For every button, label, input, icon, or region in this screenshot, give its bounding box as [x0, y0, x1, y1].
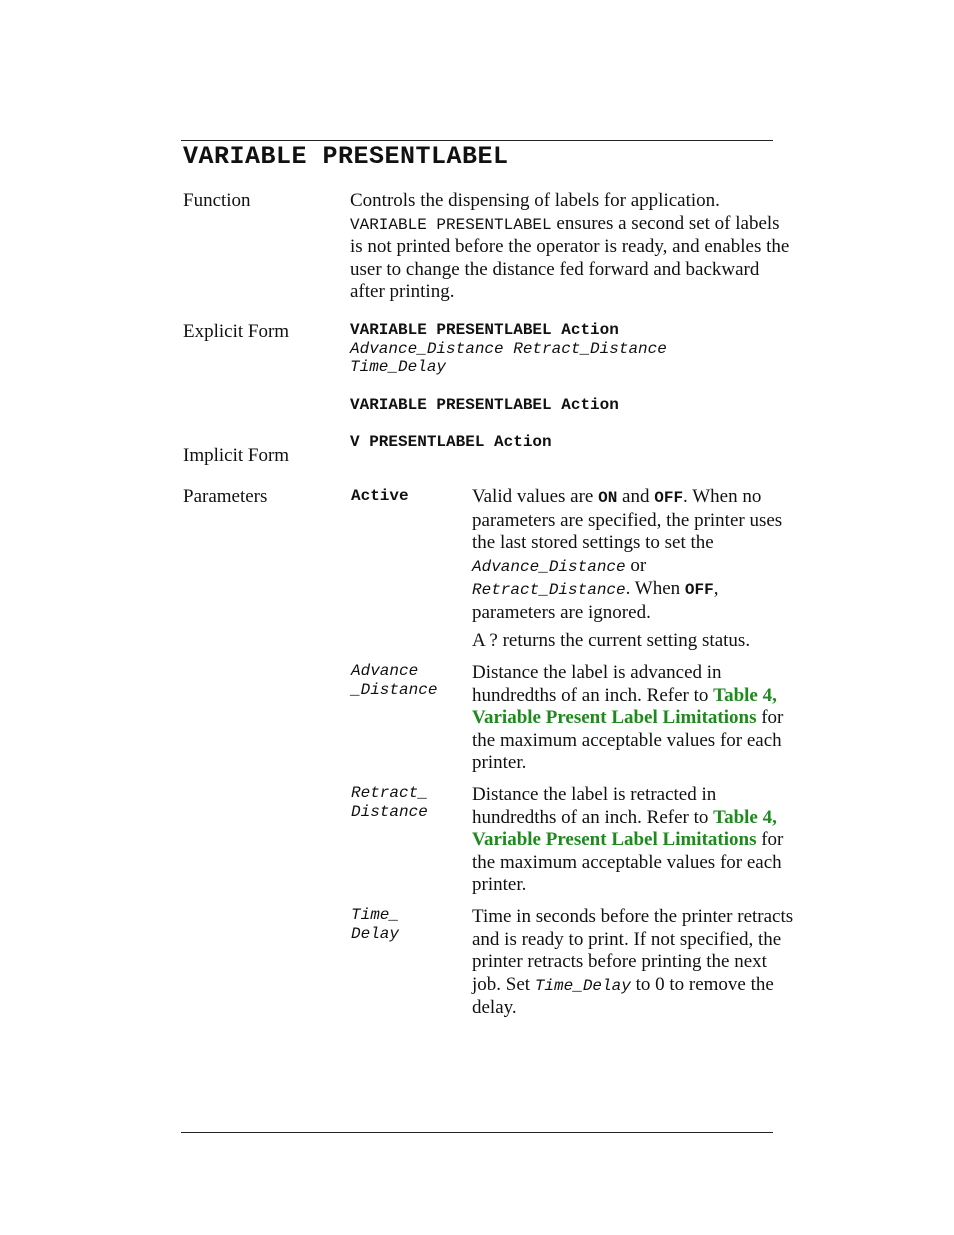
active-text-4: or [625, 554, 647, 576]
time-delay-code: Time_Delay [534, 976, 631, 995]
time-name-line2: Delay [351, 924, 400, 943]
function-code: VARIABLE PRESENTLABEL [350, 215, 552, 234]
page-title: VARIABLE PRESENTLABEL [183, 142, 509, 171]
retract-text-1: Distance the label is retracted in hundredths of an inch. Refer to [472, 784, 717, 828]
active-off-value: OFF [654, 489, 684, 507]
active-text-5: . When [625, 578, 685, 599]
function-label: Function [183, 190, 251, 211]
retract-text-2: for the maximum acceptable values for each printer. [472, 829, 784, 895]
param-active-name: Active [351, 487, 409, 505]
bottom-rule [181, 1132, 773, 1133]
param-advance-name [351, 662, 463, 699]
advance-name-line1: Advance [351, 662, 419, 680]
active-retract-code: Retract_Distance [472, 581, 626, 599]
explicit-form1-command: VARIABLE PRESENTLABEL Action [350, 321, 619, 339]
function-rest: ensures a second set of labels is not printed before the operator is ready, and enables the user to change the distance fed forward and backward after printing. [350, 212, 790, 302]
param-time-delay-description [472, 906, 797, 1020]
explicit-form1-args-line1: Advance_Distance Retract_Distance [350, 340, 667, 358]
function-description [350, 190, 795, 304]
active-off-value-2: OFF [684, 581, 714, 599]
active-text-3: . When no parameters are specified, the printer uses the last stored settings to set the [472, 486, 783, 553]
function-line1: Controls the dispensing of labels for application. [350, 190, 720, 211]
retract-name-line1: Retract_ [351, 784, 428, 802]
param-retract-name [351, 784, 463, 821]
advance-table-link[interactable]: Table 4, Variable Present Label Limitations [472, 684, 777, 728]
explicit-form-label: Explicit Form [183, 321, 290, 342]
top-rule [181, 140, 773, 141]
param-active-note: A ? returns the current setting status. [472, 630, 751, 651]
param-retract-description [472, 784, 797, 897]
advance-text-2: for the maximum acceptable values for each printer. [472, 707, 784, 773]
time-name-line1: Time_ [351, 906, 400, 924]
advance-name-line2: _Distance [351, 680, 438, 699]
active-text-6: , parameters are ignored. [472, 578, 719, 623]
retract-table-link[interactable]: Table 4, Variable Present Label Limitations [472, 806, 777, 850]
time-text-2: to 0 to remove the delay. [472, 973, 774, 1018]
advance-text-1: Distance the label is advanced in hundredths of an inch. Refer to [472, 662, 722, 706]
time-text-1: Time in seconds before the printer retracts and is ready to print. If not specified, the printer retracts before printing the next job. Set [472, 906, 794, 995]
implicit-form-command: V PRESENTLABEL Action [350, 433, 552, 451]
implicit-form-label: Implicit Form [183, 445, 290, 466]
active-advance-code: Advance_Distance [472, 557, 626, 576]
parameters-label: Parameters [183, 486, 268, 507]
explicit-form2-command: VARIABLE PRESENTLABEL Action [350, 396, 619, 414]
active-on-value: ON [598, 489, 618, 507]
active-text-2: and [617, 486, 655, 507]
retract-name-line2: Distance [351, 802, 428, 821]
active-text-1: Valid values are [472, 486, 599, 507]
param-advance-description [472, 662, 797, 775]
param-active-description [472, 486, 797, 624]
param-time-delay-name [351, 906, 463, 943]
explicit-form1-args-line2: Time_Delay [350, 358, 447, 376]
